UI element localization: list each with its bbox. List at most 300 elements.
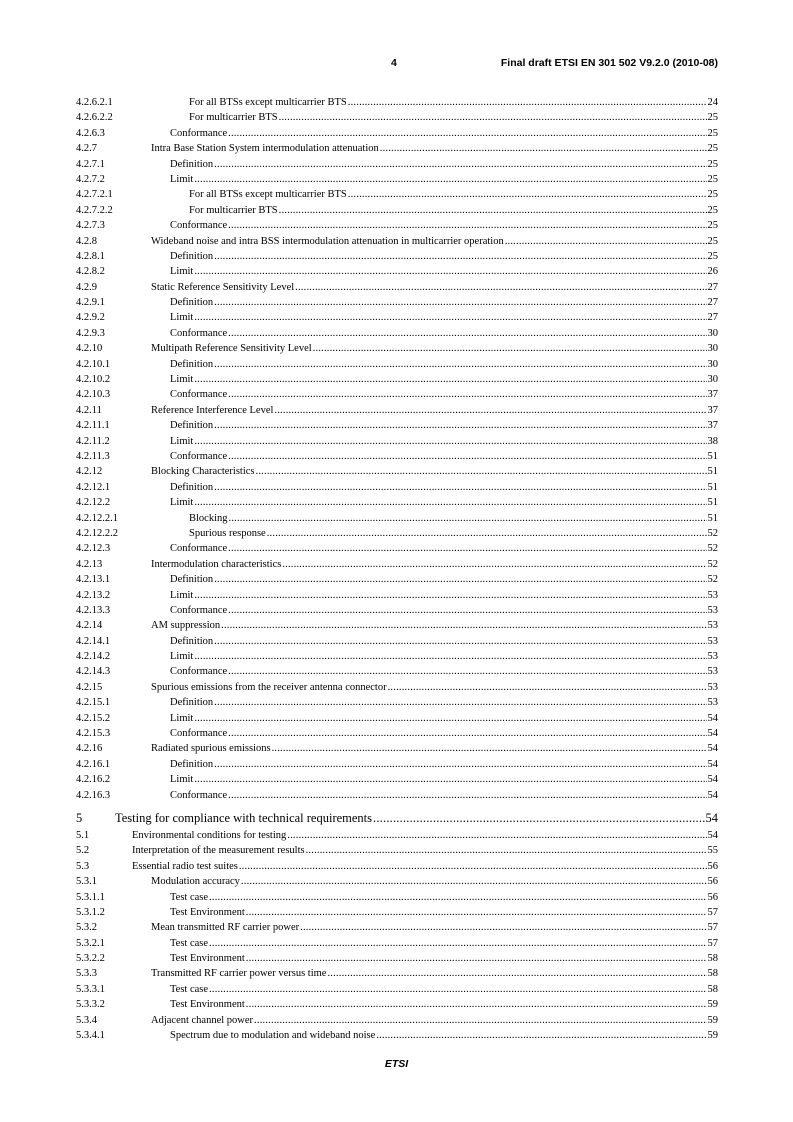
toc-entry-page: 59 bbox=[707, 1014, 718, 1026]
toc-entry-number: 4.2.8.1 bbox=[76, 250, 105, 262]
toc-entry-line bbox=[170, 172, 718, 187]
toc-entry-line bbox=[151, 557, 718, 572]
dot-leader bbox=[214, 695, 706, 710]
toc-entry-title: Conformance bbox=[170, 127, 228, 139]
toc-entry-title: Mean transmitted RF carrier power bbox=[151, 922, 300, 934]
toc-entry-line bbox=[170, 890, 718, 905]
dot-leader bbox=[194, 649, 706, 664]
dot-leader bbox=[279, 110, 707, 125]
toc-entry-number: 4.2.10.1 bbox=[76, 358, 111, 370]
dot-leader bbox=[194, 588, 706, 603]
toc-entry[interactable] bbox=[76, 511, 718, 526]
toc-entry[interactable] bbox=[76, 905, 718, 920]
toc-entry-line bbox=[189, 203, 718, 218]
toc-entry-number: 5.3.3 bbox=[76, 968, 97, 980]
toc-entry-page: 30 bbox=[707, 343, 718, 355]
toc-entry[interactable] bbox=[76, 618, 718, 633]
toc-entry-line bbox=[151, 618, 718, 633]
dot-leader bbox=[194, 434, 706, 449]
dot-leader bbox=[214, 480, 706, 495]
toc-entry-line bbox=[189, 526, 718, 541]
dot-leader bbox=[194, 711, 706, 726]
dot-leader bbox=[256, 464, 707, 479]
dot-leader bbox=[194, 772, 706, 787]
toc-entry[interactable] bbox=[76, 982, 718, 997]
dot-leader bbox=[194, 372, 706, 387]
toc-entry-page: 25 bbox=[707, 235, 718, 247]
toc-entry[interactable] bbox=[76, 920, 718, 935]
toc-entry-page: 56 bbox=[707, 891, 718, 903]
toc-entry-number: 5.3.1.2 bbox=[76, 906, 105, 918]
toc-entry-number: 4.2.11.3 bbox=[76, 450, 110, 462]
toc-entry-title: Limit bbox=[170, 712, 194, 724]
page-footer bbox=[0, 1058, 793, 1070]
toc-entry-page: 57 bbox=[707, 922, 718, 934]
toc-entry-page: 53 bbox=[707, 620, 718, 632]
toc-entry-line bbox=[170, 772, 718, 787]
toc-entry-page: 53 bbox=[707, 681, 718, 693]
toc-entry[interactable] bbox=[76, 434, 718, 449]
toc-entry-number: 4.2.11 bbox=[76, 404, 102, 416]
toc-entry-line bbox=[170, 295, 718, 310]
toc-entry-line bbox=[170, 495, 718, 510]
toc-entry-title: Testing for compliance with technical requirements bbox=[115, 810, 373, 825]
dot-leader bbox=[214, 295, 706, 310]
toc-entry-title: Adjacent channel power bbox=[151, 1014, 254, 1026]
toc-entry[interactable] bbox=[76, 203, 718, 218]
toc-entry-number: 4.2.16.1 bbox=[76, 758, 111, 770]
dot-leader bbox=[267, 526, 707, 541]
dot-leader bbox=[228, 449, 706, 464]
toc-entry-page: 53 bbox=[707, 604, 718, 616]
toc-entry-title: Definition bbox=[170, 697, 214, 709]
toc-entry-number: 4.2.14 bbox=[76, 620, 103, 632]
toc-entry-title: Conformance bbox=[170, 450, 228, 462]
toc-entry-number: 4.2.10.2 bbox=[76, 374, 111, 386]
toc-entry-page: 51 bbox=[707, 466, 718, 478]
dot-leader bbox=[380, 141, 707, 156]
toc-entry-line bbox=[151, 920, 718, 935]
toc-entry-page: 53 bbox=[707, 651, 718, 663]
toc-entry[interactable] bbox=[76, 757, 718, 772]
toc-entry-number: 4.2.9.1 bbox=[76, 297, 105, 309]
dot-leader bbox=[348, 187, 707, 202]
toc-entry-page: 54 bbox=[707, 743, 718, 755]
toc-entry-page: 37 bbox=[707, 404, 718, 416]
toc-entry-title: Interpretation of the measurement results bbox=[132, 845, 305, 857]
toc-entry-title: Limit bbox=[170, 312, 194, 324]
toc-entry[interactable] bbox=[76, 649, 718, 664]
toc-entry-number: 4.2.9.2 bbox=[76, 312, 105, 324]
toc-entry-number: 4.2.14.2 bbox=[76, 651, 111, 663]
toc-entry-number: 4.2.9.3 bbox=[76, 327, 105, 339]
toc-entry-number: 4.2.11.2 bbox=[76, 435, 110, 447]
toc-entry[interactable] bbox=[76, 403, 718, 418]
toc-entry[interactable] bbox=[76, 695, 718, 710]
toc-entry-number: 4.2.12.2 bbox=[76, 497, 111, 509]
toc-entry-page: 27 bbox=[707, 281, 718, 293]
dot-leader bbox=[214, 572, 706, 587]
dot-leader bbox=[246, 905, 707, 920]
toc-entry[interactable] bbox=[76, 295, 718, 310]
toc-entry-title: For multicarrier BTS bbox=[189, 112, 278, 124]
dot-leader bbox=[274, 403, 706, 418]
toc-entry[interactable] bbox=[76, 495, 718, 510]
toc-entry-number: 4.2.11.1 bbox=[76, 420, 110, 432]
dot-leader bbox=[228, 664, 706, 679]
toc-entry-page: 25 bbox=[707, 143, 718, 155]
toc-entry[interactable] bbox=[76, 772, 718, 787]
toc-entry[interactable] bbox=[76, 808, 718, 828]
toc-entry-title: Environmental conditions for testing bbox=[132, 829, 287, 841]
toc-entry-number: 4.2.12.3 bbox=[76, 543, 111, 555]
toc-entry-number: 4.2.7 bbox=[76, 143, 97, 155]
toc-entry-line bbox=[170, 982, 718, 997]
dot-leader bbox=[228, 126, 706, 141]
toc-entry[interactable] bbox=[76, 449, 718, 464]
toc-entry-number: 4.2.13 bbox=[76, 558, 103, 570]
toc-entry-title: Test case bbox=[170, 891, 209, 903]
toc-entry-number: 4.2.7.2.1 bbox=[76, 189, 113, 201]
toc-entry[interactable] bbox=[76, 372, 718, 387]
toc-entry-title: Definition bbox=[170, 758, 214, 770]
toc-entry[interactable] bbox=[76, 141, 718, 156]
toc-entry-page: 25 bbox=[707, 158, 718, 170]
dot-leader bbox=[388, 680, 707, 695]
toc-entry-line bbox=[151, 280, 718, 295]
toc-entry[interactable] bbox=[76, 326, 718, 341]
toc-entry-page: 54 bbox=[705, 810, 718, 825]
toc-entry[interactable] bbox=[76, 711, 718, 726]
toc-entry[interactable] bbox=[76, 726, 718, 741]
dot-leader bbox=[282, 557, 706, 572]
dot-leader bbox=[228, 541, 706, 556]
toc-entry-line bbox=[151, 234, 718, 249]
toc-entry-page: 57 bbox=[707, 937, 718, 949]
toc-entry-line bbox=[170, 418, 718, 433]
dot-leader bbox=[214, 249, 706, 264]
dot-leader bbox=[228, 218, 706, 233]
toc-entry[interactable] bbox=[76, 572, 718, 587]
toc-entry-line bbox=[170, 649, 718, 664]
toc-entry-title: Conformance bbox=[170, 666, 228, 678]
toc-entry-line bbox=[170, 572, 718, 587]
dot-leader bbox=[194, 264, 706, 279]
toc-entry[interactable] bbox=[76, 890, 718, 905]
toc-entry[interactable] bbox=[76, 264, 718, 279]
toc-entry-page: 24 bbox=[707, 97, 718, 108]
toc-entry-line bbox=[115, 808, 718, 828]
toc-entry-line bbox=[170, 434, 718, 449]
toc-entry-title: Limit bbox=[170, 651, 194, 663]
toc-entry-line bbox=[170, 711, 718, 726]
toc-entry-line bbox=[132, 828, 718, 843]
toc-entry-number: 5.3.3.1 bbox=[76, 983, 105, 995]
dot-leader bbox=[348, 95, 707, 110]
toc-entry-number: 4.2.10.3 bbox=[76, 389, 111, 401]
toc-entry-number: 4.2.9 bbox=[76, 281, 97, 293]
toc-entry-line bbox=[170, 664, 718, 679]
toc-entry-line bbox=[132, 843, 718, 858]
toc-entry-title: Essential radio test suites bbox=[132, 860, 238, 872]
toc-entry-title: Test case bbox=[170, 983, 209, 995]
toc-entry[interactable] bbox=[76, 788, 718, 803]
toc-entry-line bbox=[151, 403, 718, 418]
toc-entry-number: 5.3 bbox=[76, 860, 90, 872]
toc-entry[interactable] bbox=[76, 664, 718, 679]
toc-entry-page: 59 bbox=[707, 999, 718, 1011]
toc-entry-page: 25 bbox=[707, 189, 718, 201]
page-number: 4 bbox=[391, 57, 397, 69]
toc-entry-title: Transmitted RF carrier power versus time bbox=[151, 968, 327, 980]
toc-entry-page: 25 bbox=[707, 250, 718, 262]
toc-entry-number: 5.3.2.1 bbox=[76, 937, 105, 949]
toc-entry-number: 4.2.7.3 bbox=[76, 220, 105, 232]
toc-entry-page: 38 bbox=[707, 435, 718, 447]
toc-entry-line bbox=[170, 905, 718, 920]
toc-entry-line bbox=[189, 95, 718, 110]
dot-leader bbox=[300, 920, 706, 935]
toc-entry-number: 4.2.12.2.1 bbox=[76, 512, 118, 524]
toc-entry[interactable] bbox=[76, 110, 718, 125]
toc-entry-page: 27 bbox=[707, 297, 718, 309]
toc-entry-title: Modulation accuracy bbox=[151, 876, 240, 888]
dot-leader bbox=[287, 828, 706, 843]
toc-entry[interactable] bbox=[76, 249, 718, 264]
toc-entry-number: 4.2.14.3 bbox=[76, 666, 111, 678]
toc-entry-page: 58 bbox=[707, 983, 718, 995]
toc-entry-line bbox=[151, 874, 718, 889]
toc-entry-line bbox=[170, 218, 718, 233]
toc-entry-line bbox=[170, 997, 718, 1012]
dot-leader bbox=[209, 936, 706, 951]
toc-entry-page: 25 bbox=[707, 220, 718, 232]
toc-entry-page: 54 bbox=[707, 712, 718, 724]
toc-entry-line bbox=[170, 264, 718, 279]
dot-leader bbox=[239, 859, 707, 874]
toc-entry-number: 4.2.10 bbox=[76, 343, 103, 355]
toc-entry-number: 4.2.12 bbox=[76, 466, 103, 478]
toc-entry-page: 52 bbox=[707, 543, 718, 555]
toc-entry-line bbox=[170, 249, 718, 264]
dot-leader bbox=[373, 808, 704, 828]
dot-leader bbox=[228, 788, 706, 803]
toc-entry-line bbox=[170, 757, 718, 772]
toc-entry-page: 56 bbox=[707, 876, 718, 888]
toc-entry-line bbox=[170, 951, 718, 966]
dot-leader bbox=[214, 634, 706, 649]
toc-entry-page: 55 bbox=[707, 845, 718, 857]
toc-entry-number: 5.3.4 bbox=[76, 1014, 97, 1026]
dot-leader bbox=[194, 310, 706, 325]
toc-entry[interactable] bbox=[76, 741, 718, 756]
toc-entry-page: 51 bbox=[707, 497, 718, 509]
toc-entry[interactable] bbox=[76, 997, 718, 1012]
dot-leader bbox=[254, 1013, 706, 1028]
toc-entry-number: 4.2.16 bbox=[76, 743, 103, 755]
toc-entry[interactable] bbox=[76, 526, 718, 541]
toc-entry-page: 57 bbox=[707, 906, 718, 918]
toc-entry-line bbox=[170, 695, 718, 710]
toc-entry-page: 52 bbox=[707, 558, 718, 570]
table-of-contents bbox=[76, 95, 718, 1043]
toc-entry[interactable] bbox=[76, 966, 718, 981]
toc-entry-title: Conformance bbox=[170, 543, 228, 555]
toc-entry-page: 25 bbox=[707, 112, 718, 124]
dot-leader bbox=[246, 997, 707, 1012]
toc-entry[interactable] bbox=[76, 557, 718, 572]
toc-entry-line bbox=[151, 464, 718, 479]
toc-entry-number: 5.3.4.1 bbox=[76, 1030, 105, 1042]
toc-entry-title: Limit bbox=[170, 374, 194, 386]
toc-entry-number: 4.2.15.3 bbox=[76, 728, 111, 740]
toc-entry-page: 30 bbox=[707, 374, 718, 386]
toc-entry[interactable] bbox=[76, 234, 718, 249]
dot-leader bbox=[505, 234, 707, 249]
dot-leader bbox=[272, 741, 707, 756]
toc-entry[interactable] bbox=[76, 480, 718, 495]
toc-entry-title: Test Environment bbox=[170, 953, 245, 965]
page-header bbox=[0, 57, 793, 73]
toc-entry-number: 4.2.16.3 bbox=[76, 789, 111, 801]
toc-entry[interactable] bbox=[76, 874, 718, 889]
toc-entry-number: 5 bbox=[76, 810, 83, 825]
toc-entry-title: Static Reference Sensitivity Level bbox=[151, 281, 295, 293]
toc-entry-line bbox=[170, 634, 718, 649]
toc-entry-number: 5.3.3.2 bbox=[76, 999, 105, 1011]
toc-entry[interactable] bbox=[76, 310, 718, 325]
toc-entry-title: Test case bbox=[170, 937, 209, 949]
dot-leader bbox=[221, 618, 706, 633]
toc-entry[interactable] bbox=[76, 1028, 718, 1043]
toc-entry-page: 51 bbox=[707, 512, 718, 524]
toc-entry-number: 4.2.13.3 bbox=[76, 604, 111, 616]
toc-entry[interactable] bbox=[76, 843, 718, 858]
toc-entry-title: Conformance bbox=[170, 220, 228, 232]
toc-entry-line bbox=[170, 541, 718, 556]
toc-entry[interactable] bbox=[76, 936, 718, 951]
toc-entry-title: Limit bbox=[170, 173, 194, 185]
toc-entry-number: 4.2.8.2 bbox=[76, 266, 105, 278]
dot-leader bbox=[194, 172, 706, 187]
toc-entry-title: Spectrum due to modulation and wideband noise bbox=[170, 1030, 376, 1042]
toc-entry-title: Reference Interference Level bbox=[151, 404, 274, 416]
toc-entry-title: Multipath Reference Sensitivity Level bbox=[151, 343, 312, 355]
toc-entry[interactable] bbox=[76, 341, 718, 356]
toc-entry-line bbox=[151, 680, 718, 695]
toc-entry[interactable] bbox=[76, 951, 718, 966]
toc-entry[interactable] bbox=[76, 541, 718, 556]
toc-entry-number: 5.3.2.2 bbox=[76, 953, 105, 965]
dot-leader bbox=[209, 982, 706, 997]
toc-entry[interactable] bbox=[76, 280, 718, 295]
toc-entry-number: 5.3.2 bbox=[76, 922, 97, 934]
toc-entry-page: 58 bbox=[707, 953, 718, 965]
toc-entry[interactable] bbox=[76, 187, 718, 202]
toc-entry-page: 54 bbox=[707, 774, 718, 786]
dot-leader bbox=[228, 387, 706, 402]
toc-entry[interactable] bbox=[76, 418, 718, 433]
toc-entry-number: 4.2.6.3 bbox=[76, 127, 105, 139]
dot-leader bbox=[327, 966, 706, 981]
toc-entry-page: 25 bbox=[707, 127, 718, 139]
dot-leader bbox=[306, 843, 707, 858]
toc-entry[interactable] bbox=[76, 680, 718, 695]
dot-leader bbox=[214, 418, 706, 433]
toc-entry-title: AM suppression bbox=[151, 620, 221, 632]
toc-entry-line bbox=[170, 603, 718, 618]
toc-entry[interactable] bbox=[76, 1013, 718, 1028]
toc-entry[interactable] bbox=[76, 588, 718, 603]
toc-entry-page: 30 bbox=[707, 358, 718, 370]
toc-entry-page: 54 bbox=[707, 728, 718, 740]
dot-leader bbox=[376, 1028, 706, 1043]
toc-entry-line bbox=[170, 387, 718, 402]
toc-entry-line bbox=[151, 1013, 718, 1028]
toc-entry[interactable] bbox=[76, 218, 718, 233]
toc-entry[interactable] bbox=[76, 859, 718, 874]
toc-entry-line bbox=[170, 372, 718, 387]
toc-entry-page: 52 bbox=[707, 574, 718, 586]
toc-entry[interactable] bbox=[76, 634, 718, 649]
toc-entry[interactable] bbox=[76, 95, 718, 110]
toc-entry[interactable] bbox=[76, 126, 718, 141]
toc-entry-page: 56 bbox=[707, 860, 718, 872]
toc-entry-line bbox=[170, 357, 718, 372]
toc-entry[interactable] bbox=[76, 603, 718, 618]
toc-entry-line bbox=[170, 726, 718, 741]
toc-entry[interactable] bbox=[76, 357, 718, 372]
toc-entry-page: 53 bbox=[707, 666, 718, 678]
toc-entry-page: 53 bbox=[707, 589, 718, 601]
toc-entry-line bbox=[170, 449, 718, 464]
dot-leader bbox=[228, 726, 706, 741]
toc-entry-title: Definition bbox=[170, 297, 214, 309]
dot-leader bbox=[279, 203, 707, 218]
dot-leader bbox=[295, 280, 706, 295]
toc-entry-title: Definition bbox=[170, 420, 214, 432]
toc-entry-title: Limit bbox=[170, 435, 194, 447]
toc-entry-page: 27 bbox=[707, 312, 718, 324]
toc-entry-title: Intermodulation characteristics bbox=[151, 558, 282, 570]
toc-entry-line bbox=[151, 966, 718, 981]
toc-entry-line bbox=[189, 110, 718, 125]
dot-leader bbox=[214, 157, 706, 172]
toc-entry[interactable] bbox=[76, 387, 718, 402]
toc-entry-title: Limit bbox=[170, 774, 194, 786]
toc-entry[interactable] bbox=[76, 172, 718, 187]
toc-entry-number: 4.2.8 bbox=[76, 235, 97, 247]
toc-entry-page: 30 bbox=[707, 327, 718, 339]
toc-entry-line bbox=[189, 511, 718, 526]
dot-leader bbox=[229, 511, 707, 526]
toc-entry-number: 4.2.12.2.2 bbox=[76, 527, 118, 539]
toc-entry-number: 4.2.16.2 bbox=[76, 774, 111, 786]
toc-entry-number: 5.3.1.1 bbox=[76, 891, 105, 903]
toc-entry-title: Spurious response bbox=[189, 527, 266, 539]
toc-entry-title: Wideband noise and intra BSS intermodulation attenuation in multicarrier operation bbox=[151, 235, 504, 247]
toc-entry[interactable] bbox=[76, 464, 718, 479]
toc-entry-title: Intra Base Station System intermodulation attenuation bbox=[151, 143, 379, 155]
toc-entry-title: Limit bbox=[170, 266, 194, 278]
toc-entry[interactable] bbox=[76, 828, 718, 843]
toc-entry-line bbox=[170, 1028, 718, 1043]
toc-entry[interactable] bbox=[76, 157, 718, 172]
toc-entry-title: Conformance bbox=[170, 789, 228, 801]
toc-entry-line bbox=[151, 741, 718, 756]
toc-entry-page: 51 bbox=[707, 481, 718, 493]
toc-entry-number: 4.2.13.1 bbox=[76, 574, 111, 586]
